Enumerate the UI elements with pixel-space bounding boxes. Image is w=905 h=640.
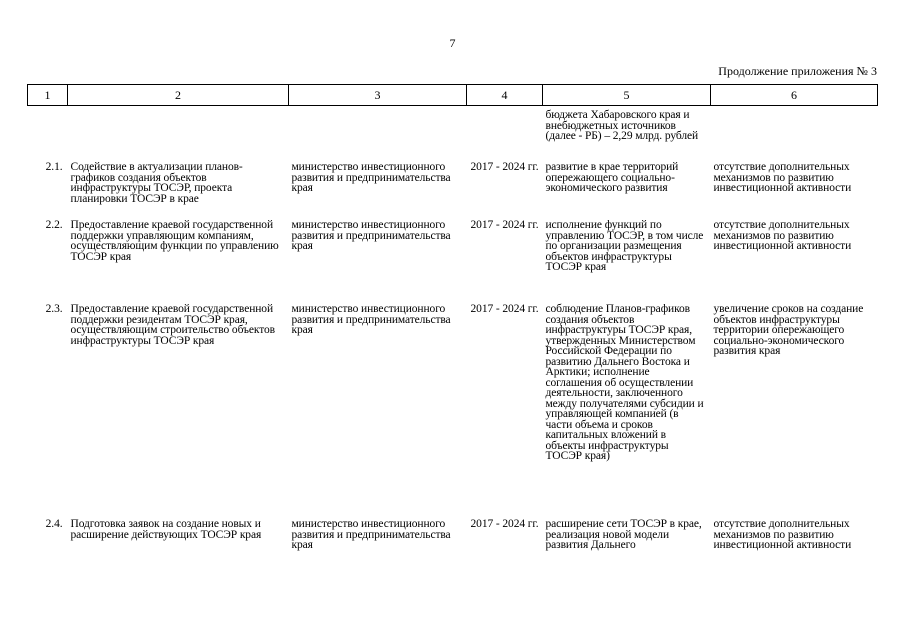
column-header: 2 bbox=[68, 85, 289, 106]
continuation-label: Продолжение приложения № 3 bbox=[718, 64, 877, 78]
table-row bbox=[28, 220, 878, 304]
row-number: 2.4. bbox=[45, 518, 63, 530]
table-row bbox=[28, 519, 878, 559]
column-header: 3 bbox=[289, 85, 467, 106]
table-row bbox=[28, 304, 878, 519]
column-header: 6 bbox=[711, 85, 878, 106]
row-number: 2.3. bbox=[45, 303, 63, 315]
measure-name: Предоставление краевой государственной поддержки резидентам ТОСЭР края, осуществляющим строительство объектов инфраструктуры ТОСЭР края bbox=[70, 303, 275, 347]
header-row bbox=[28, 85, 878, 106]
table-row bbox=[28, 162, 878, 220]
executor: министерство инвестиционного развития и предпринимательства края bbox=[291, 161, 451, 194]
column-header: 5 bbox=[543, 85, 711, 106]
row-number: 2.2. bbox=[45, 219, 63, 231]
column-header: 4 bbox=[467, 85, 543, 106]
period: 2017 - 2024 гг. bbox=[470, 518, 539, 530]
row-number: 2.1. bbox=[45, 161, 63, 173]
measures-table bbox=[27, 84, 878, 559]
executor: министерство инвестиционного развития и предпринимательства края bbox=[291, 219, 451, 252]
carryover-row bbox=[28, 106, 878, 163]
expected-result: исполнение функций по управлению ТОСЭР, в том числе по организации размещения объектов инфраструктуры ТОСЭР края bbox=[545, 219, 704, 273]
consequence: отсутствие дополнительных механизмов по развитию инвестиционной активности bbox=[713, 219, 852, 252]
consequence: увеличение сроков на создание объектов инфраструктуры территории опережающего социально-экономического развития края bbox=[713, 303, 864, 357]
expected-result: развитие в крае территорий опережающего социально-экономического развития bbox=[545, 161, 679, 194]
column-header: 1 bbox=[28, 85, 68, 106]
expected-result: соблюдение Планов-графиков создания объектов инфраструктуры ТОСЭР края, утвержденных Министерством Российской Федерации по развитию Дальнего Востока и Арктики; исполнение соглашения об осуществлении деятельности, заключенного между получателями субсидии и управляющей компанией (в части объема и сроков капитальных вложений в объекты инфраструктуры ТОСЭР края) bbox=[545, 303, 704, 462]
period: 2017 - 2024 гг. bbox=[470, 219, 539, 231]
period: 2017 - 2024 гг. bbox=[470, 161, 539, 173]
consequence: отсутствие дополнительных механизмов по развитию инвестиционной активности bbox=[713, 518, 852, 551]
measure-name: Подготовка заявок на создание новых и расширение действующих ТОСЭР края bbox=[70, 518, 262, 541]
measure-name: Содействие в актуализации планов-графиков создания объектов инфраструктуры ТОСЭР, проекта планировки ТОСЭР в крае bbox=[70, 161, 243, 205]
period: 2017 - 2024 гг. bbox=[470, 303, 539, 315]
carryover-text: бюджета Хабаровского края и внебюджетных источников (далее - РБ) – 2,29 млрд. рублей bbox=[545, 109, 699, 142]
consequence: отсутствие дополнительных механизмов по развитию инвестиционной активности bbox=[713, 161, 852, 194]
expected-result: расширение сети ТОСЭР в крае, реализация новой модели развития Дальнего bbox=[545, 518, 702, 551]
executor: министерство инвестиционного развития и предпринимательства края bbox=[291, 303, 451, 336]
executor: министерство инвестиционного развития и предпринимательства края bbox=[291, 518, 451, 551]
measure-name: Предоставление краевой государственной поддержки управляющим компаниям, осуществляющим функции по управлению ТОСЭР края bbox=[70, 219, 279, 263]
page-number: 7 bbox=[449, 36, 456, 50]
